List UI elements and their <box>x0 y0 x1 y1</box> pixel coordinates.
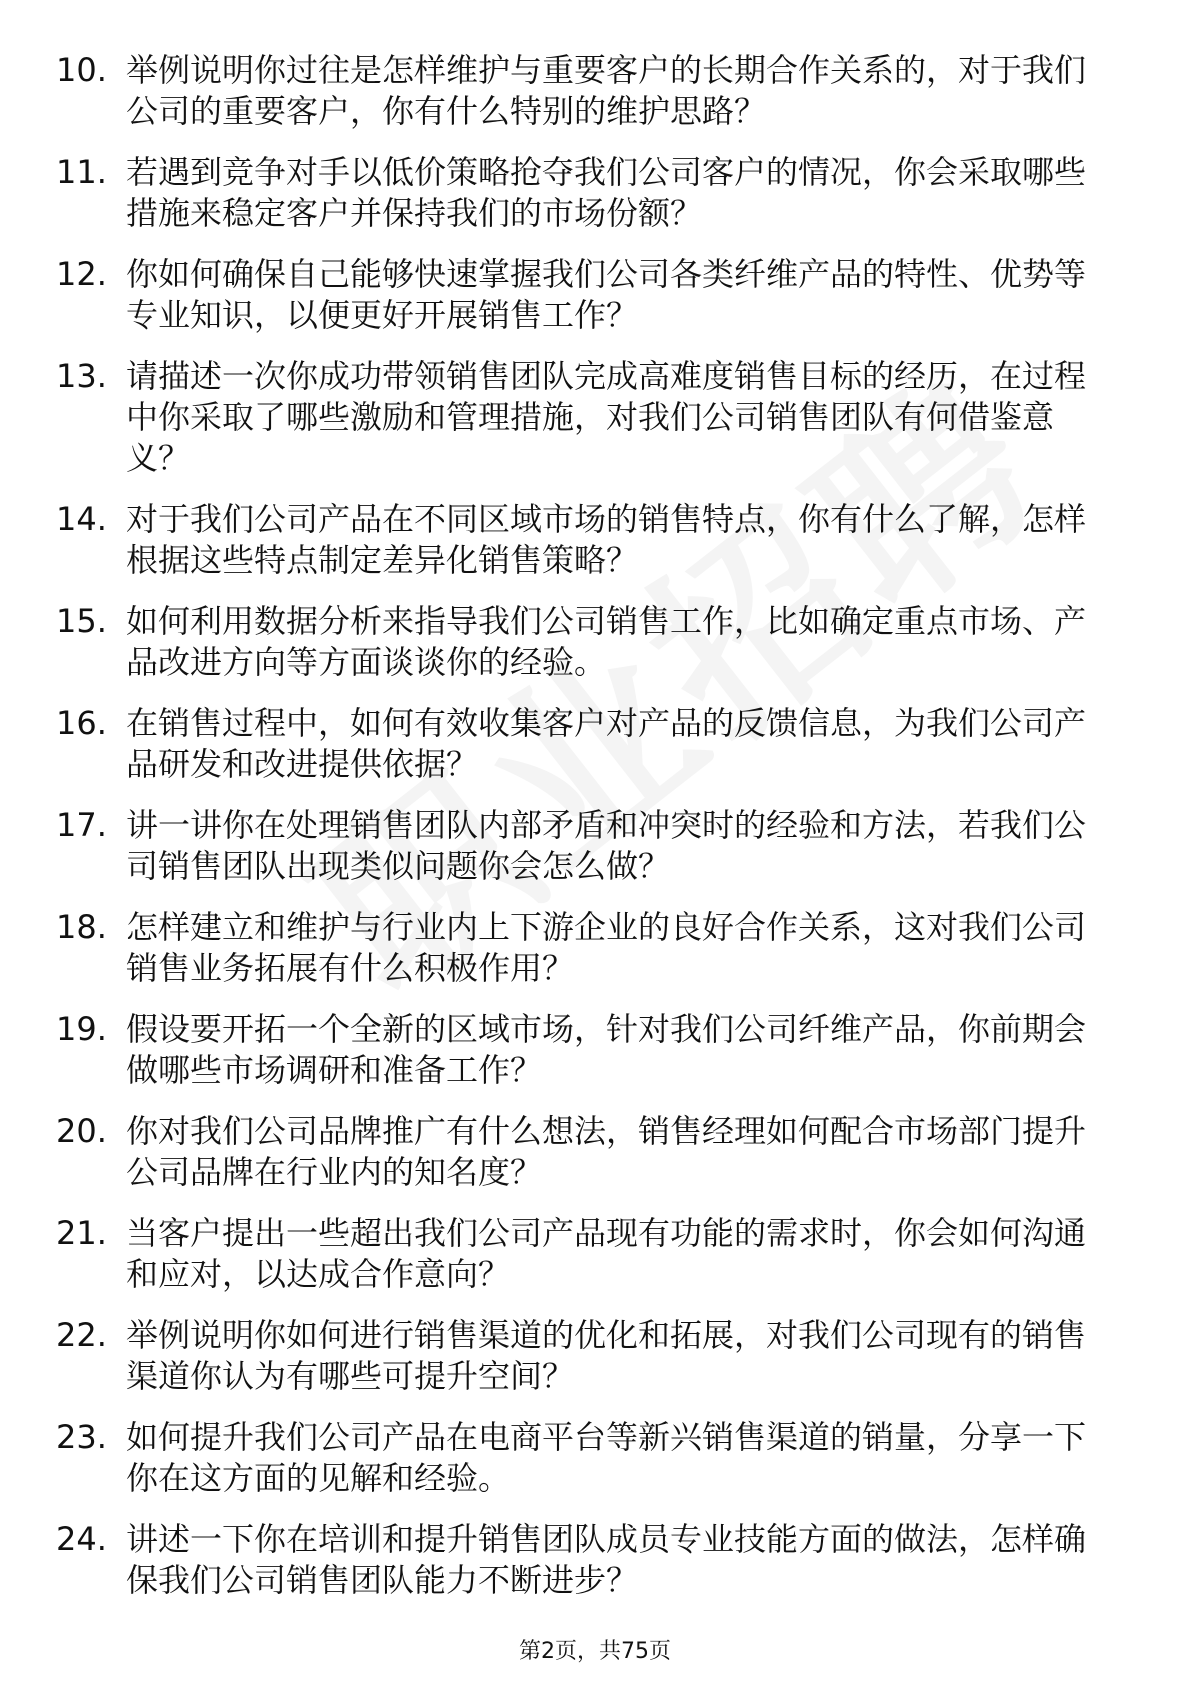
question-item <box>56 1009 1116 1091</box>
question-item <box>56 907 1116 989</box>
question-item <box>56 50 1116 132</box>
question-text: 举例说明你过往是怎样维护与重要客户的长期合作关系的，对于我们公司的重要客户，你有什么特别的维护思路？ <box>126 51 1087 130</box>
question-item <box>56 1111 1116 1193</box>
question-number: 24. <box>56 1520 107 1558</box>
question-text: 若遇到竞争对手以低价策略抢夺我们公司客户的情况，你会采取哪些措施来稳定客户并保持我们的市场份额？ <box>126 153 1087 232</box>
question-text: 当客户提出一些超出我们公司产品现有功能的需求时，你会如何沟通和应对，以达成合作意向？ <box>126 1214 1087 1293</box>
question-text: 怎样建立和维护与行业内上下游企业的良好合作关系，这对我们公司销售业务拓展有什么积极作用？ <box>126 908 1087 987</box>
question-text: 你如何确保自己能够快速掌握我们公司各类纤维产品的特性、优势等专业知识，以便更好开展销售工作？ <box>126 255 1087 334</box>
question-item <box>56 499 1116 581</box>
question-number: 16. <box>56 704 107 742</box>
question-text: 你对我们公司品牌推广有什么想法，销售经理如何配合市场部门提升公司品牌在行业内的知名度？ <box>126 1112 1087 1191</box>
question-item <box>56 1213 1116 1295</box>
question-text: 对于我们公司产品在不同区域市场的销售特点，你有什么了解，怎样根据这些特点制定差异化销售策略？ <box>126 500 1087 579</box>
page-number-label: 第2页，共75页 <box>519 1639 671 1664</box>
question-number: 17. <box>56 806 107 844</box>
question-list <box>56 50 1116 1621</box>
question-text: 假设要开拓一个全新的区域市场，针对我们公司纤维产品，你前期会做哪些市场调研和准备工作？ <box>126 1010 1087 1089</box>
question-item <box>56 1519 1116 1601</box>
question-text: 如何提升我们公司产品在电商平台等新兴销售渠道的销量，分享一下你在这方面的见解和经验。 <box>126 1418 1087 1497</box>
question-item <box>56 152 1116 234</box>
question-text: 讲一讲你在处理销售团队内部矛盾和冲突时的经验和方法，若我们公司销售团队出现类似问题你会怎么做？ <box>126 806 1087 885</box>
question-text: 如何利用数据分析来指导我们公司销售工作，比如确定重点市场、产品改进方向等方面谈谈你的经验。 <box>126 602 1087 681</box>
question-item <box>56 805 1116 887</box>
question-number: 14. <box>56 500 107 538</box>
question-item <box>56 1315 1116 1397</box>
question-item <box>56 356 1116 479</box>
question-number: 20. <box>56 1112 107 1150</box>
question-text: 请描述一次你成功带领销售团队完成高难度销售目标的经历，在过程中你采取了哪些激励和管理措施，对我们公司销售团队有何借鉴意义？ <box>126 357 1087 477</box>
question-text: 举例说明你如何进行销售渠道的优化和拓展，对我们公司现有的销售渠道你认为有哪些可提升空间？ <box>126 1316 1087 1395</box>
question-number: 11. <box>56 153 107 191</box>
question-item <box>56 601 1116 683</box>
question-number: 12. <box>56 255 107 293</box>
question-text: 在销售过程中，如何有效收集客户对产品的反馈信息，为我们公司产品研发和改进提供依据？ <box>126 704 1087 783</box>
question-number: 18. <box>56 908 107 946</box>
question-item <box>56 1417 1116 1499</box>
question-number: 13. <box>56 357 107 395</box>
question-number: 22. <box>56 1316 107 1354</box>
question-item <box>56 703 1116 785</box>
question-item <box>56 254 1116 336</box>
question-number: 23. <box>56 1418 107 1456</box>
question-number: 19. <box>56 1010 107 1048</box>
question-text: 讲述一下你在培训和提升销售团队成员专业技能方面的做法，怎样确保我们公司销售团队能力不断进步？ <box>126 1520 1087 1599</box>
question-number: 21. <box>56 1214 107 1252</box>
question-number: 15. <box>56 602 107 640</box>
page-footer <box>0 1638 1190 1666</box>
question-number: 10. <box>56 51 107 89</box>
